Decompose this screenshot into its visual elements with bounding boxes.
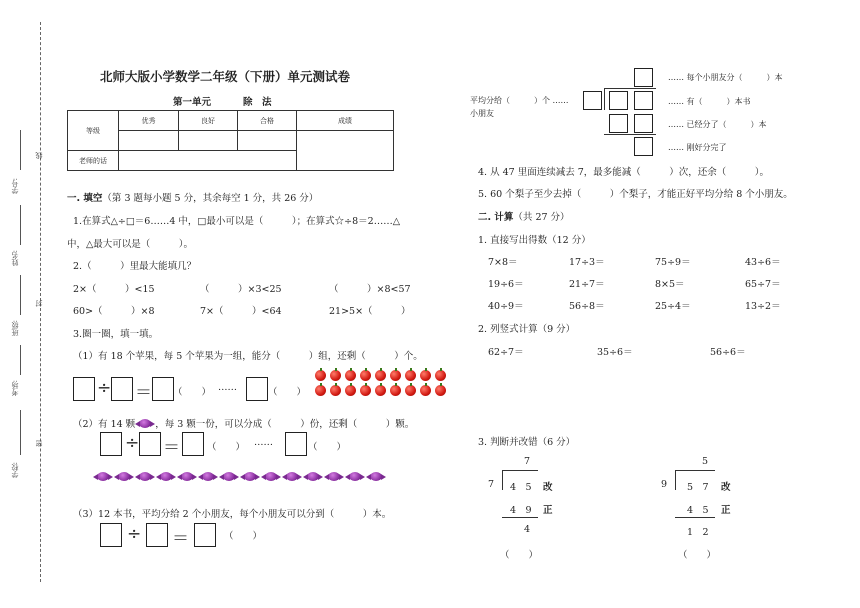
- class-field[interactable]: [20, 275, 21, 315]
- apple-icon: [435, 385, 446, 396]
- fix1-bracket: [502, 470, 503, 490]
- direct-calc-item: 43÷6＝: [745, 257, 781, 268]
- q2-item-2: （ ）×3<25: [200, 284, 282, 295]
- q3-2-box-remainder[interactable]: [285, 432, 307, 456]
- vertical-calc-item: 56÷6＝: [710, 347, 746, 358]
- fix2-divisor: 9: [661, 479, 668, 490]
- apple-icon: [375, 385, 386, 396]
- binding-mark-seal2: 密: [35, 440, 43, 447]
- vertical-calc-item: 62÷7＝: [488, 347, 524, 358]
- school-label: 学校:: [11, 462, 19, 479]
- q3-1-equal-sign: ＝: [135, 383, 152, 403]
- q2-item-5: 7×（ ）<64: [200, 306, 282, 317]
- diagram-box-quotient[interactable]: [634, 68, 653, 87]
- candy-icon: [139, 472, 151, 481]
- grade-cell-good[interactable]: [179, 131, 238, 151]
- candy-icon: [265, 472, 277, 481]
- q3-2-dots: ……: [254, 437, 273, 448]
- direct-calc-item: 25÷4＝: [655, 301, 691, 312]
- diagram-label-1: 平均分给（ ）个 ……: [470, 96, 569, 105]
- grade-cell-excellent[interactable]: [119, 131, 179, 151]
- candy-icon: [223, 472, 235, 481]
- q3-3-box-divisor[interactable]: [146, 523, 168, 547]
- apple-icon: [435, 370, 446, 381]
- fix1-quotient: 7: [524, 456, 531, 467]
- candy-icon: [118, 472, 130, 481]
- fix2-label-correct: 正: [721, 505, 731, 516]
- fix2-quotient: 5: [702, 456, 709, 467]
- apple-icon: [360, 385, 371, 396]
- apple-icon: [375, 370, 386, 381]
- q3-1-paren2: （ ）: [268, 387, 307, 398]
- diagram-subtract-line: [604, 134, 656, 135]
- apple-icon: [315, 385, 326, 396]
- apple-icon: [420, 385, 431, 396]
- q3-2-text-a: （2）有 14 颗: [73, 419, 136, 430]
- apple-icon: [315, 370, 326, 381]
- q1-line2: 中，△最大可以是（ ）。: [67, 239, 194, 250]
- q2-text: 2.（ ）里最大能填几？: [73, 261, 197, 272]
- q3-1-divide-sign: ÷: [97, 378, 112, 398]
- q2-item-4: 60>（ ）×8: [73, 306, 155, 317]
- topic-label: 除 法: [243, 97, 272, 108]
- apple-icon: [360, 370, 371, 381]
- apple-icon: [420, 370, 431, 381]
- apple-icon: [390, 385, 401, 396]
- apple-icon: [330, 385, 341, 396]
- q2-item-1: 2×（ ）<15: [73, 284, 155, 295]
- fix1-subtract-line: [502, 517, 538, 518]
- q3-2-paren1: （ ）: [207, 442, 246, 453]
- fix1-product: 4 9: [510, 505, 532, 516]
- score-cell[interactable]: [297, 131, 394, 171]
- q3-1-dots: ……: [218, 382, 237, 393]
- candy-icon: [181, 472, 193, 481]
- diagram-bracket: [604, 88, 605, 110]
- fix2-bar: [675, 470, 715, 471]
- q3-3-box-dividend[interactable]: [100, 523, 122, 547]
- fix2-dividend: 5 7: [687, 482, 709, 493]
- fix2-subtract-line: [675, 517, 715, 518]
- exam-room-label: 考场:: [11, 380, 19, 397]
- fix1-label-correct: 正: [543, 505, 553, 516]
- direct-calc-item: 56÷8＝: [569, 301, 605, 312]
- binding-mark-seal: 封: [35, 300, 43, 307]
- candy-icon: [160, 472, 172, 481]
- diagram-box-product-2[interactable]: [634, 114, 653, 133]
- q3-2-box-quotient[interactable]: [182, 432, 204, 456]
- name-label: 姓名:: [11, 250, 19, 267]
- q3-1-box-remainder[interactable]: [246, 377, 268, 401]
- diagram-box-remainder[interactable]: [634, 137, 653, 156]
- fix2-product: 4 5: [687, 505, 709, 516]
- q3-1-box-dividend[interactable]: [73, 377, 95, 401]
- diagram-box-dividend-2[interactable]: [634, 91, 653, 110]
- student-id-field[interactable]: [20, 130, 21, 170]
- section2-note: （共 27 分）: [513, 212, 570, 223]
- fix2-label-change: 改: [721, 482, 731, 493]
- candy-icon: [244, 472, 256, 481]
- q2-item-6: 21>5×（ ）: [329, 306, 411, 317]
- direct-calc-item: 13÷2＝: [745, 301, 781, 312]
- direct-calc-item: 21÷7＝: [569, 279, 605, 290]
- fix1-label-change: 改: [543, 482, 553, 493]
- fix1-dividend: 4 5: [510, 482, 532, 493]
- teacher-comment-cell[interactable]: [119, 151, 297, 171]
- diagram-box-dividend-1[interactable]: [609, 91, 628, 110]
- score-col: 成绩: [297, 111, 394, 131]
- q3-3-text: （3）12 本书，平均分给 2 个小朋友，每个小朋友可以分到（ ）本。: [73, 509, 392, 520]
- candy-icon: [97, 472, 109, 481]
- fix2-answer[interactable]: （ ）: [678, 550, 717, 561]
- q3-2-text-b: ，每 3 颗一份，可以分成（ ）份，还剩（ ）颗。: [155, 419, 415, 430]
- diagram-bar: [604, 88, 656, 89]
- apple-icon: [330, 370, 341, 381]
- q4-text: 4. 从 47 里面连续减去 7，最多能减（ ）次，还余（ ）。: [478, 167, 770, 178]
- name-field[interactable]: [20, 205, 21, 245]
- section1-note: （第 3 题每小题 5 分，其余每空 1 分，共 26 分）: [102, 193, 319, 204]
- unit-label: 第一单元: [173, 97, 212, 108]
- diagram-note-1: …… 每个小朋友分（ ）本: [668, 73, 783, 82]
- apple-icon: [345, 385, 356, 396]
- q3-1-box-quotient[interactable]: [152, 377, 174, 401]
- grade-col-pass: 合格: [238, 111, 297, 131]
- q3-2-divide-sign: ÷: [125, 433, 140, 453]
- q3-1-box-divisor[interactable]: [111, 377, 133, 401]
- student-id-label: 学号:: [11, 178, 19, 195]
- direct-calc-item: 40÷9＝: [488, 301, 524, 312]
- s2-q1-text: 1. 直接写出得数（12 分）: [478, 235, 591, 246]
- direct-calc-item: 75÷9＝: [655, 257, 691, 268]
- school-field[interactable]: [20, 410, 21, 455]
- page-title: 北师大版小学数学二年级（下册）单元测试卷: [100, 69, 351, 84]
- section2-header: [478, 209, 570, 223]
- grade-label: 等级: [68, 111, 119, 151]
- apple-icon: [405, 370, 416, 381]
- direct-calc-item: 19÷6＝: [488, 279, 524, 290]
- apple-icon: [405, 385, 416, 396]
- direct-calc-item: 7×8＝: [488, 257, 518, 268]
- s2-q3-text: 3. 判断并改错（6 分）: [478, 437, 576, 448]
- q3-2-equal-sign: ＝: [163, 438, 180, 458]
- q3-3-box-quotient[interactable]: [194, 523, 216, 547]
- q3-3-equal-sign: ＝: [172, 529, 189, 549]
- diagram-label-2: 小朋友: [470, 109, 494, 118]
- apple-icon: [390, 370, 401, 381]
- diagram-note-3: …… 已经分了（ ）本: [668, 120, 767, 129]
- candy-icon: [328, 472, 340, 481]
- section1-header: [67, 190, 318, 204]
- direct-calc-item: 65÷7＝: [745, 279, 781, 290]
- candy-icon: [307, 472, 319, 481]
- q3-2-text: [73, 416, 414, 430]
- fix1-divisor: 7: [488, 479, 495, 490]
- fix2-bracket: [675, 470, 676, 490]
- q3-3-paren: （ ）: [224, 531, 263, 542]
- candy-icon: [202, 472, 214, 481]
- candy-icon: [349, 472, 361, 481]
- candy-icon: [286, 472, 298, 481]
- q3-2-box-dividend[interactable]: [100, 432, 122, 456]
- diagram-note-4: …… 刚好分完了: [668, 143, 727, 152]
- diagram-box-product-1[interactable]: [609, 114, 628, 133]
- grade-col-excellent: 优秀: [119, 111, 179, 131]
- fix1-remainder: 4: [524, 524, 531, 535]
- q3-3-divide-sign: ÷: [127, 524, 142, 544]
- q2-item-3: （ ）×8<57: [329, 284, 411, 295]
- class-label: 班级:: [11, 320, 19, 337]
- candy-icon: [139, 419, 151, 428]
- fix2-remainder: 1 2: [687, 527, 709, 538]
- diagram-note-2: …… 有（ ）本书: [668, 97, 751, 106]
- q3-text: 3.圈一圈，填一填。: [73, 329, 159, 340]
- grade-cell-pass[interactable]: [238, 131, 297, 151]
- apple-icon: [345, 370, 356, 381]
- candy-icon: [370, 472, 382, 481]
- q5-text: 5. 60 个梨子至少去掉（ ）个梨子，才能正好平均分给 8 个小朋友。: [478, 189, 793, 200]
- exam-room-field[interactable]: [20, 345, 21, 375]
- binding-mark-line: 线: [35, 152, 43, 159]
- q3-2-box-divisor[interactable]: [139, 432, 161, 456]
- section2-heading: 二. 计算: [478, 212, 514, 223]
- q3-2-paren2: （ ）: [308, 442, 347, 453]
- direct-calc-item: 8×5＝: [655, 279, 685, 290]
- score-table: [67, 110, 394, 171]
- fix1-bar: [502, 470, 538, 471]
- section1-heading: 一. 填空: [67, 193, 103, 204]
- teacher-comment-label: 老师的话: [68, 151, 119, 171]
- diagram-box-divisor[interactable]: [583, 91, 602, 110]
- fix1-answer[interactable]: （ ）: [500, 550, 539, 561]
- direct-calc-item: 17÷3＝: [569, 257, 605, 268]
- grade-col-good: 良好: [179, 111, 238, 131]
- s2-q2-text: 2. 列竖式计算（9 分）: [478, 324, 576, 335]
- vertical-calc-item: 35÷6＝: [597, 347, 633, 358]
- q1-line1: 1.在算式△÷□＝6……4 中，□最小可以是（ ）；在算式☆÷8＝2……△: [73, 216, 400, 227]
- q3-1-text: （1）有 18 个苹果，每 5 个苹果为一组，能分（ ）组，还剩（ ）个。: [73, 351, 423, 362]
- q3-1-paren1: （ ）: [173, 387, 212, 398]
